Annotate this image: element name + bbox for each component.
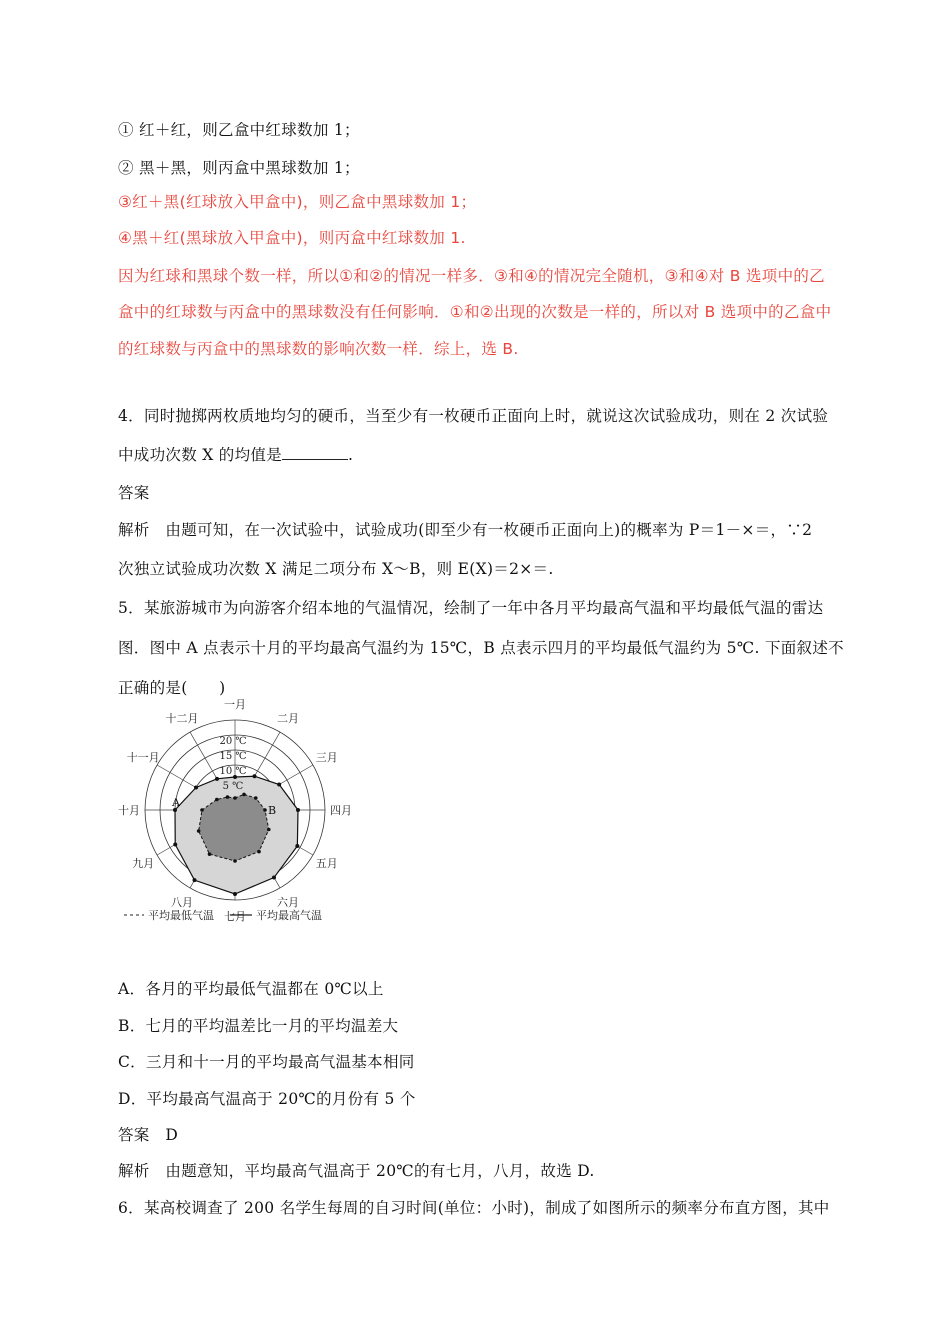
high-temp-point (272, 876, 276, 880)
low-temp-point (233, 796, 237, 800)
month-label: 七月 (224, 910, 246, 923)
low-temp-point (197, 829, 201, 833)
low-temp-point (215, 798, 219, 802)
month-label: 一月 (224, 698, 246, 711)
question-4-line-1: 4．同时抛掷两枚质地均匀的硬币，当至少有一枚硬币正面向上时，就说这次试验成功，则在 2 次试验 (118, 407, 829, 425)
low-temp-point (267, 828, 271, 832)
text-line: ③红＋黑(红球放入甲盒中)，则乙盒中黑球数加 1； (118, 193, 477, 211)
high-temp-point (277, 783, 281, 787)
low-temp-point (257, 850, 261, 854)
question-5-line-1: 5．某旅游城市为向游客介绍本地的气温情况，绘制了一年中各月平均最高气温和平均最低气温的雷达 (118, 599, 824, 617)
high-temp-point (193, 878, 197, 882)
month-label: 六月 (277, 895, 299, 909)
question-4-line-2 (118, 443, 353, 465)
answer-blank (282, 447, 348, 460)
high-temp-point (295, 844, 299, 848)
high-temp-point (253, 774, 257, 778)
option-b: B．七月的平均温差比一月的平均温差大 (118, 1017, 399, 1035)
question-4-text: 中成功次数 X 的均值是 (118, 446, 282, 464)
low-temp-point (233, 859, 237, 863)
month-label: 四月 (330, 804, 352, 817)
low-temp-point (254, 796, 258, 800)
low-temp-point (242, 793, 246, 797)
month-label: 九月 (132, 857, 155, 870)
ring-label: 10 ℃ (219, 766, 247, 777)
high-temp-point (194, 786, 198, 790)
month-label: 二月 (277, 712, 299, 726)
month-label: 八月 (171, 895, 193, 909)
question-4-end: . (348, 446, 354, 464)
answer-label: 答案 (118, 484, 150, 502)
month-label: 五月 (315, 857, 338, 870)
question-6-line: 6．某高校调查了 200 名学生每周的自习时间(单位：小时)，制成了如图所示的频率分布直方图，其中 (118, 1199, 830, 1217)
ring-label: 20 ℃ (219, 736, 247, 747)
ring-label: 15 ℃ (219, 751, 247, 762)
legend-high: 平均最高气温 (256, 909, 322, 922)
option-c: C．三月和十一月的平均最高气温基本相同 (118, 1053, 415, 1071)
point-b-label: B (268, 804, 277, 817)
option-d: D．平均最高气温高于 20℃的月份有 5 个 (118, 1090, 416, 1108)
question-5-line-3: 正确的是( ) (118, 679, 226, 697)
radar-chart (118, 698, 358, 927)
text-line: 因为红球和黑球个数一样，所以①和②的情况一样多．③和④的情况完全随机，③和④对 B 选项中的乙 (118, 267, 825, 285)
low-temp-point (208, 852, 212, 856)
option-a: A．各月的平均最低气温都在 0℃以上 (118, 980, 384, 998)
low-temp-point (226, 795, 230, 799)
low-temp-point (200, 808, 204, 812)
text-line: 盒中的红球数与丙盒中的黑球数没有任何影响．①和②出现的次数是一样的，所以对 B 选项中的乙盒中 (118, 303, 832, 321)
text-line: 的红球数与丙盒中的黑球数的影响次数一样．综上，选 B. (118, 340, 519, 358)
explanation-line: 解析 由题意知，平均最高气温高于 20℃的有七月，八月，故选 D. (118, 1162, 595, 1180)
radar-legend (124, 908, 322, 922)
month-label: 十一月 (126, 751, 160, 764)
high-temp-point (296, 808, 300, 812)
answer-label: 答案 D (118, 1126, 179, 1144)
month-label: 十二月 (165, 712, 199, 726)
question-5-line-2: 图．图中 A 点表示十月的平均最高气温约为 15℃，B 点表示四月的平均最低气温约为 5℃. 下面叙述不 (118, 639, 844, 657)
month-label: 十月 (118, 804, 140, 817)
text-line: ④黑＋红(黑球放入甲盒中)，则丙盒中红球数加 1. (118, 229, 466, 247)
high-temp-point (173, 843, 177, 847)
legend-low: 平均最低气温 (148, 909, 214, 922)
ring-label: 5 ℃ (222, 781, 244, 792)
high-temp-point (215, 777, 219, 781)
month-label: 三月 (315, 751, 338, 764)
explanation-line: 次独立试验成功次数 X 满足二项分布 X～B，则 E(X)＝2×＝. (118, 560, 554, 578)
text-line: ① 红＋红，则乙盒中红球数加 1； (118, 121, 360, 139)
text-line: ② 黑＋黑，则丙盒中黑球数加 1； (118, 159, 360, 177)
point-a-label: A (172, 796, 180, 809)
low-temp-point (263, 808, 267, 812)
high-temp-point (233, 892, 237, 896)
explanation-line: 解析 由题可知，在一次试验中，试验成功(即至少有一枚硬币正面向上)的概率为 P＝1－×＝，∵2 (118, 521, 813, 539)
